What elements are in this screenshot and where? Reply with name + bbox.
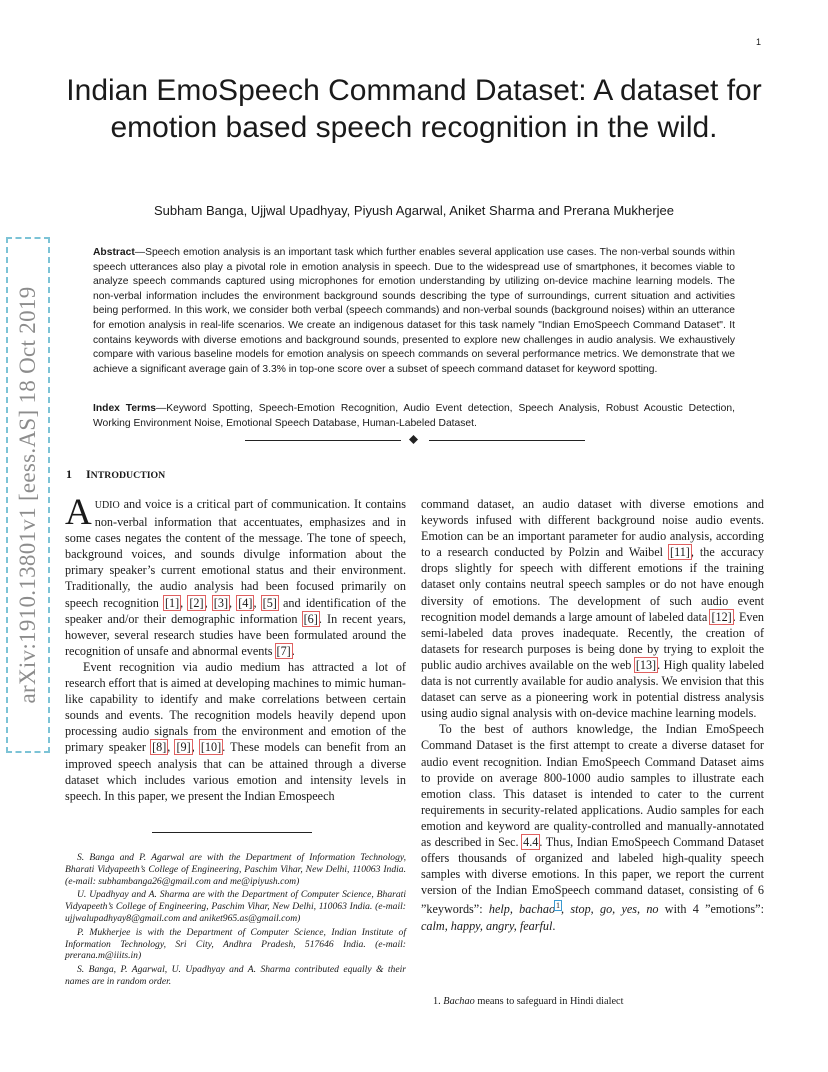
text-run: To the best of authors knowledge, the Indian EmoSpeech Command Dataset is the first attempt to create a diverse dataset for audio event recognition. Indian EmoSpeech Command Dataset aims to provide on average 800-1000 audio samples to illustrate each emotion class. This dataset is intended to cater to the current requirements in security-related applications. Audio samples for each emotion and keyword are quality-controlled and manually-annotated as described in Sec. bbox=[421, 722, 764, 849]
citation-link[interactable]: [13] bbox=[635, 657, 657, 672]
text-run: with 4 ”emotions”: bbox=[658, 902, 764, 917]
section-title-initial: I bbox=[86, 467, 91, 481]
text-run: , the accuracy drops slightly for speech with different emotions if the training dataset only contains neutral speech samples or do not have enough diversity of emotions. The development of such audio event recognition model demands a large amount of labeled data bbox=[421, 545, 764, 624]
affiliation-footnotes bbox=[65, 852, 406, 990]
diamond-icon bbox=[409, 435, 418, 444]
footnote-text: means to safeguard in Hindi dialect bbox=[474, 996, 624, 1007]
section-separator bbox=[245, 433, 585, 449]
text-run: , bbox=[204, 595, 213, 610]
paragraph bbox=[65, 659, 406, 804]
drop-cap: A bbox=[65, 492, 92, 533]
emotion-list: calm, happy, angry, fearful bbox=[421, 918, 553, 933]
footnote: S. Banga and P. Agarwal are with the Department of Information Technology, Bharati Vidyapeeth’s College of Engineering, Paschim Vihar, New Delhi, 110063 India. (e-mail: subhambanga26@gmail.com and me@ipiyush.com) bbox=[65, 852, 406, 887]
index-terms-label: Index Terms bbox=[93, 403, 156, 414]
footnote-link[interactable]: 1 bbox=[556, 901, 561, 911]
footnote: S. Banga, P. Agarwal, U. Upadhyay and A. Sharma contributed equally & their names are in random order. bbox=[65, 964, 406, 987]
text-run: , bbox=[229, 595, 238, 610]
keyword-list: , stop, go, yes, no bbox=[561, 902, 659, 917]
paragraph bbox=[65, 492, 407, 659]
right-column bbox=[421, 496, 764, 934]
index-terms-text: —Keyword Spotting, Speech-Emotion Recognition, Audio Event detection, Speech Analysis, Robust Acoustic Detection, Working Environment Noise, Emotional Speech Database, Human-Labeled Dataset. bbox=[93, 403, 735, 429]
abstract-label: Abstract bbox=[93, 247, 135, 258]
text-run: . These models can benefit from an improved speech analysis that can be attained through a diverse dataset which includes various emotion and intensity levels in speech. In this paper, we present the Indian Emospeech bbox=[65, 740, 407, 803]
text-run: , bbox=[167, 740, 176, 755]
keyword-list: help, bachao bbox=[488, 902, 556, 917]
index-terms bbox=[93, 402, 735, 431]
citation-link[interactable]: [6] bbox=[303, 611, 318, 626]
text-run: command dataset, an audio dataset with diverse emotions and keywords infused with different background noise audio events. Emotion can be an important parameter for audio analysis, according to a research conducted by Polzin and Waibel bbox=[421, 497, 764, 560]
separator-line-right bbox=[429, 440, 585, 441]
text-run: . Thus, Indian EmoSpeech Command Dataset offers thousands of organized and labeled high-quality speech samples with diverse emotions. In this paper, we report the current version of the Indian EmoSpeech command dataset, consisting of 6 ”keywords”: bbox=[421, 834, 764, 917]
left-column bbox=[65, 492, 407, 804]
section-link[interactable]: 4.4 bbox=[523, 834, 539, 849]
text-run: , bbox=[253, 595, 262, 610]
page-number: 1 bbox=[756, 37, 762, 47]
text-run: Event recognition via audio medium has attracted a lot of research effort that is aimed at developing machines to mimic human-like capability to identify and make correlations between certain sounds and events. The recognition models heavily depend upon processing audio signals from the environment and emotion of the primary speaker bbox=[65, 659, 406, 755]
footnote-1 bbox=[433, 996, 763, 1007]
arxiv-stamp[interactable] bbox=[6, 237, 50, 753]
citation-link[interactable]: [9] bbox=[176, 740, 191, 755]
citation-link[interactable]: [3] bbox=[213, 595, 229, 610]
text-run: , bbox=[180, 595, 189, 610]
footnote-rule bbox=[152, 832, 312, 833]
text-run: . High quality labeled data is not currently available for audio analysis. We envision that this dataset can serve as a pioneering work in potential distress analysis using audio signal analysis with on-device machine learning models. bbox=[421, 657, 764, 721]
citation-link[interactable]: [8] bbox=[152, 740, 167, 755]
citation-link[interactable]: [7] bbox=[276, 643, 291, 658]
citation-link[interactable]: [10] bbox=[200, 740, 222, 755]
citation-link[interactable]: [5] bbox=[262, 595, 277, 610]
footnote-number: 1. bbox=[433, 996, 444, 1007]
paper-title: Indian EmoSpeech Command Dataset: A dataset for emotion based speech recognition in the wild. bbox=[66, 74, 762, 144]
text-run: . bbox=[552, 918, 556, 933]
separator-line-left bbox=[245, 440, 401, 441]
citation-link[interactable]: [4] bbox=[238, 595, 253, 610]
arxiv-stamp-text: arXiv:1910.13801v1 [eess.AS] 18 Oct 2019 bbox=[15, 286, 40, 704]
paragraph bbox=[421, 496, 764, 721]
small-caps-word: UDIO bbox=[94, 500, 120, 511]
paragraph bbox=[421, 721, 764, 933]
citation-link[interactable]: [12] bbox=[711, 609, 732, 624]
footnote: P. Mukherjee is with the Department of Computer Science, Indian Institute of Information Technology, Sri City, Andhra Pradesh, 517646 India. (e-mail: prerana.m@iiits.in) bbox=[65, 926, 406, 962]
footnote: U. Upadhyay and A. Sharma are with the Department of Computer Science, Bharati Vidyapeeth’s College of Engineering, Paschim Vihar, New Delhi, 110063 India. (e-mail: ujjwalupadhyay8@gmail.com and aniket965.as@gmail.com) bbox=[65, 889, 406, 924]
footnote-term: Bachao bbox=[443, 996, 475, 1007]
abstract bbox=[93, 246, 735, 377]
citation-link[interactable]: [11] bbox=[670, 545, 690, 560]
section-title-rest: NTRODUCTION bbox=[90, 470, 166, 481]
text-run: . In recent years, however, several research studies have been formulated around the recognition of unsafe and abnormal events bbox=[65, 611, 406, 658]
text-run: and identification of the speaker and/or their demographic information bbox=[65, 595, 407, 626]
text-run: . bbox=[291, 643, 295, 658]
citation-link[interactable]: [1] bbox=[164, 595, 180, 610]
author-list: Subham Banga, Ujjwal Upadhyay, Piyush Agarwal, Aniket Sharma and Prerana Mukherjee bbox=[153, 203, 675, 218]
abstract-text: —Speech emotion analysis is an important task which further enables several application use cases. The non-verbal sounds within speech utterances also play a pivotal role in emotion analysis in speech. Due to the widespread use of smartphones, it becomes viable to analyze speech commands captured using microphones for emotion understanding by utilizing on-device machine learning models. The non-verbal information includes the environment background sounds describing the type of surroundings, current situation and activities being performed. In this work, we consider both verbal (speech commands) and non-verbal sounds (background noises) within an utterance for emotion analysis in real-life scenarios. We create an indigenous dataset for this task namely "Indian EmoSpeech Command Dataset". It contains keywords with diverse emotions and background sounds, presented to explore new challenges in audio analysis. We exhaustively compare with various baseline models for emotion analysis on speech commands on several performance metrics. We demonstrate that we achieve a significant average gain of 3.3% in top-one score over a subset of speech command dataset for keyword spotting. bbox=[93, 247, 735, 375]
section-heading bbox=[66, 467, 165, 482]
citation-link[interactable]: [2] bbox=[189, 595, 204, 610]
text-run: and voice is a critical part of communication. It contains non-verbal information that accentuates, emphasizes and in some cases negates the content of the message. The tone of speech, background voices, and sounds divulge information about the primary speaker’s current emotional status and their environment. Traditionally, the audio analysis had been focused primarily on speech recognition bbox=[65, 497, 406, 610]
section-number: 1 bbox=[66, 467, 72, 481]
text-run: . Even semi-labeled data proves inadequate. Recently, the creation of datasets for research purposes is being done by trying to exploit the public audio archives available on the web bbox=[421, 609, 764, 672]
text-run: , bbox=[191, 740, 200, 755]
